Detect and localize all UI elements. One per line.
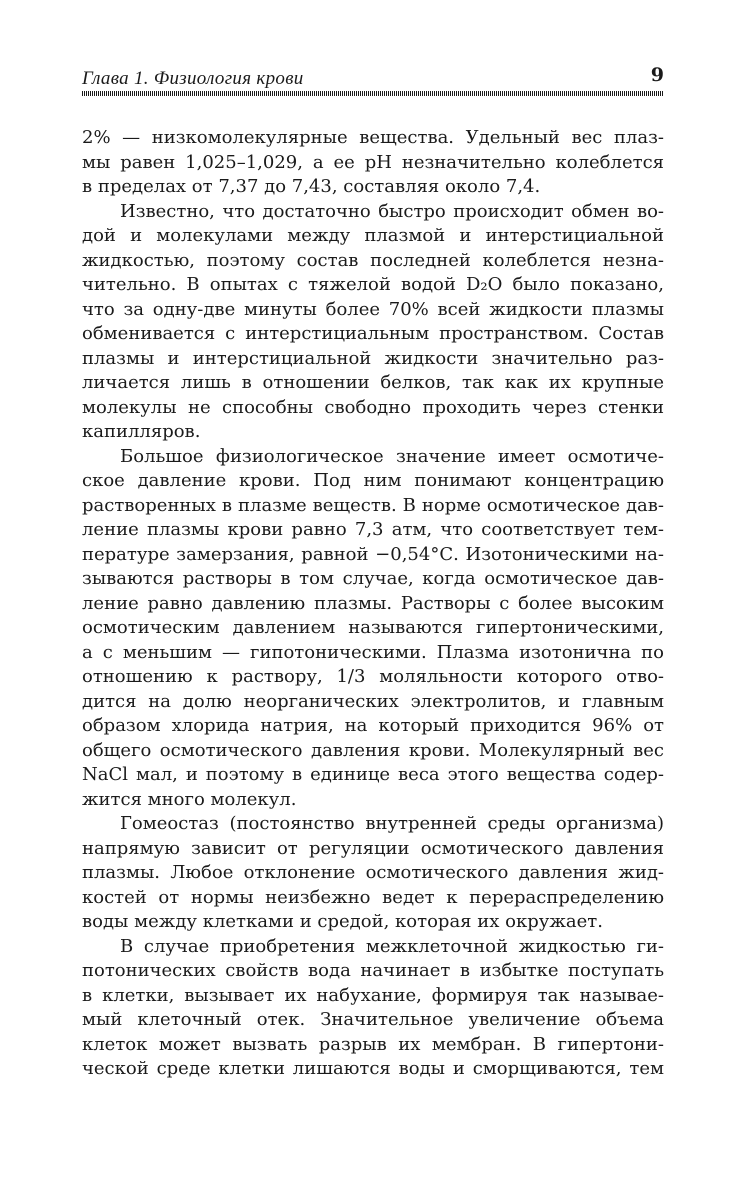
text-line: ское давление крови. Под ним понимают концентрацию <box>82 470 664 491</box>
paragraph <box>82 445 664 813</box>
text-line: плазмы и интерстициальной жидкости значительно раз- <box>82 347 664 369</box>
body-text <box>82 126 664 1082</box>
text-line: плазмы. Любое отклонение осмотического давления жид- <box>82 862 664 883</box>
paragraph <box>82 200 664 445</box>
text-line: растворенных в плазме веществ. В норме осмотическое дав- <box>82 494 664 516</box>
text-line: что за одну-две минуты более 70% всей жидкости плазмы <box>82 298 664 320</box>
text-line: потонических свойств вода начинает в избытке поступать <box>82 960 664 981</box>
text-line: мы равен 1,025–1,029, а ее pH незначительно колеблется <box>82 151 664 173</box>
text-line: общего осмотического давления крови. Молекулярный вес <box>82 739 664 761</box>
running-title: Глава 1. Физиология крови <box>82 68 304 89</box>
text-line: NaCl мал, и поэтому в единице веса этого вещества содер- <box>82 764 664 785</box>
text-line: зываются растворы в том случае, когда осмотическое дав- <box>82 568 664 589</box>
paragraph <box>82 812 664 935</box>
text-line: Гомеостаз (постоянство внутренней среды организма) <box>120 813 664 834</box>
text-line: Большое физиологическое значение имеет осмотиче- <box>120 445 664 467</box>
text-line: напрямую зависит от регуляции осмотического давления <box>82 837 664 859</box>
text-line: жится много молекул. <box>82 788 297 810</box>
paragraph <box>82 126 664 200</box>
header-rule <box>82 91 664 96</box>
text-line: образом хлорида натрия, на который приходится 96% от <box>82 715 664 736</box>
text-line: клеток может вызвать разрыв их мембран. В гипертони- <box>82 1033 664 1055</box>
text-line: дой и молекулами между плазмой и интерстициальной <box>82 225 664 246</box>
text-line: отношению к раствору, 1/3 моляльности которого отво- <box>82 666 664 687</box>
text-line: капилляров. <box>82 421 201 442</box>
text-line: ческой среде клетки лишаются воды и сморщиваются, тем <box>82 1058 664 1079</box>
page-number: 9 <box>650 64 664 86</box>
text-line: костей от нормы неизбежно ведет к перераспределению <box>82 886 664 908</box>
text-line: чительно. В опытах с тяжелой водой D₂O было показано, <box>82 274 664 295</box>
text-line: пературе замерзания, равной −0,54°С. Изотоническими на- <box>82 543 664 565</box>
text-line: в пределах от 7,37 до 7,43, составляя около 7,4. <box>82 176 541 197</box>
text-line: а с меньшим — гипотоническими. Плазма изотонична по <box>82 641 664 663</box>
page-header <box>82 64 664 92</box>
text-line: 2% — низкомолекулярные вещества. Удельный вес плаз- <box>82 127 664 148</box>
text-line: В случае приобретения межклеточной жидкостью ги- <box>120 935 664 957</box>
paragraph <box>82 935 664 1082</box>
text-line: молекулы не способны свободно проходить через стенки <box>82 396 664 418</box>
text-line: обменивается с интерстициальным пространством. Состав <box>82 323 664 344</box>
text-line: Известно, что достаточно быстро происходит обмен во- <box>120 200 664 222</box>
text-line: ление плазмы крови равно 7,3 атм, что соответствует тем- <box>82 519 664 540</box>
text-line: дится на долю неорганических электролитов, и главным <box>82 690 664 712</box>
text-line: ление равно давлению плазмы. Растворы с более высоким <box>82 592 664 614</box>
text-line: жидкостью, поэтому состав последней колеблется незна- <box>82 249 664 271</box>
text-line: в клетки, вызывает их набухание, формируя так называе- <box>82 984 664 1006</box>
text-line: осмотическим давлением называются гипертоническими, <box>82 617 664 638</box>
text-line: воды между клетками и средой, которая их окружает. <box>82 911 603 932</box>
text-line: мый клеточный отек. Значительное увеличение объема <box>82 1009 664 1030</box>
text-line: личается лишь в отношении белков, так как их крупные <box>82 372 664 393</box>
